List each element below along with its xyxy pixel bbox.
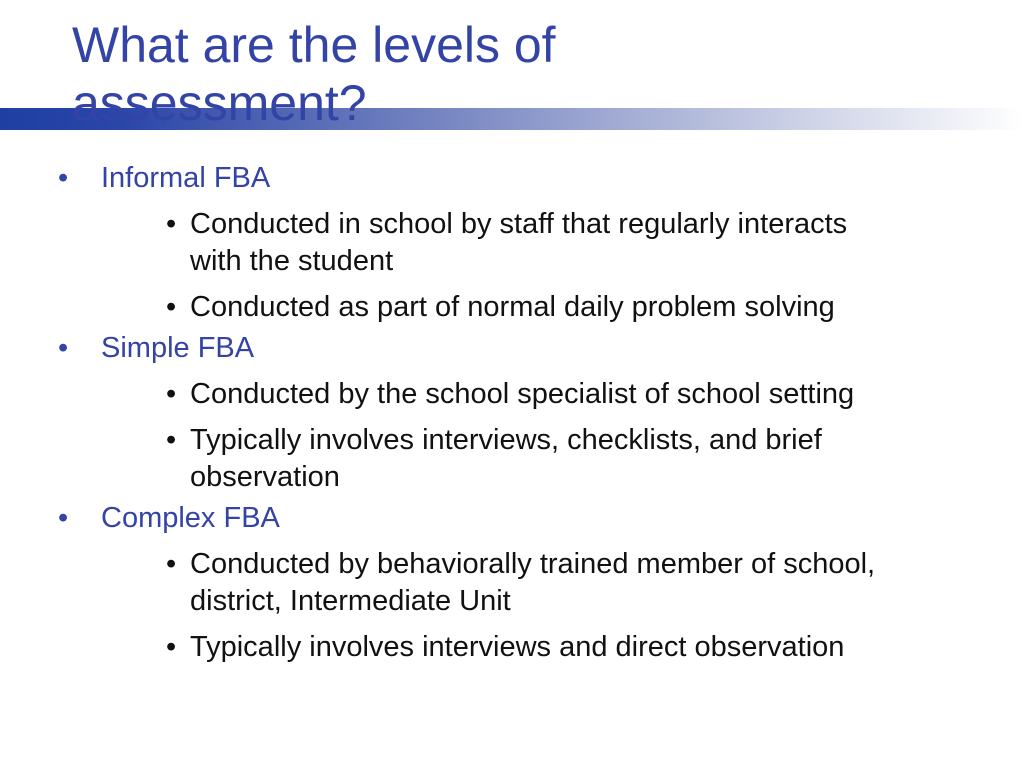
bullet-label: Informal FBA (101, 162, 271, 194)
bullet-label: Simple FBA (101, 332, 255, 364)
bullet-level2 (0, 546, 890, 620)
bullet-label: Complex FBA (101, 502, 280, 534)
bullet-level1-complex (0, 500, 1024, 537)
bullet-dot: • (58, 162, 69, 194)
bullet-level2 (0, 422, 890, 496)
bullet-dot: • (166, 208, 177, 240)
bullet-level2 (0, 206, 890, 280)
bullet-text: Conducted as part of normal daily problem solving (190, 291, 835, 323)
bullet-dot: • (166, 378, 177, 410)
bullet-text: Conducted by the school specialist of school setting (190, 378, 855, 410)
bullet-text: Conducted in school by staff that regularly interacts with the student (190, 208, 848, 277)
slide-title: What are the levels of assessment? (72, 17, 556, 131)
bullet-level1-informal (0, 160, 1024, 197)
bullet-text: Conducted by behaviorally trained member of school, district, Intermediate Unit (190, 548, 876, 617)
bullet-level2 (0, 629, 890, 666)
bullet-dot: • (58, 502, 69, 534)
bullet-text: Typically involves interviews and direct observation (190, 631, 845, 663)
bullet-level2 (0, 289, 890, 326)
bullet-dot: • (166, 291, 177, 323)
bullet-text: Typically involves interviews, checklists, and brief observation (190, 424, 822, 493)
bullet-dot: • (58, 332, 69, 364)
bullet-level1-simple (0, 330, 1024, 367)
bullet-list (0, 156, 1024, 666)
bullet-dot: • (166, 631, 177, 663)
bullet-dot: • (166, 548, 177, 580)
bullet-level2 (0, 376, 890, 413)
bullet-dot: • (166, 424, 177, 456)
